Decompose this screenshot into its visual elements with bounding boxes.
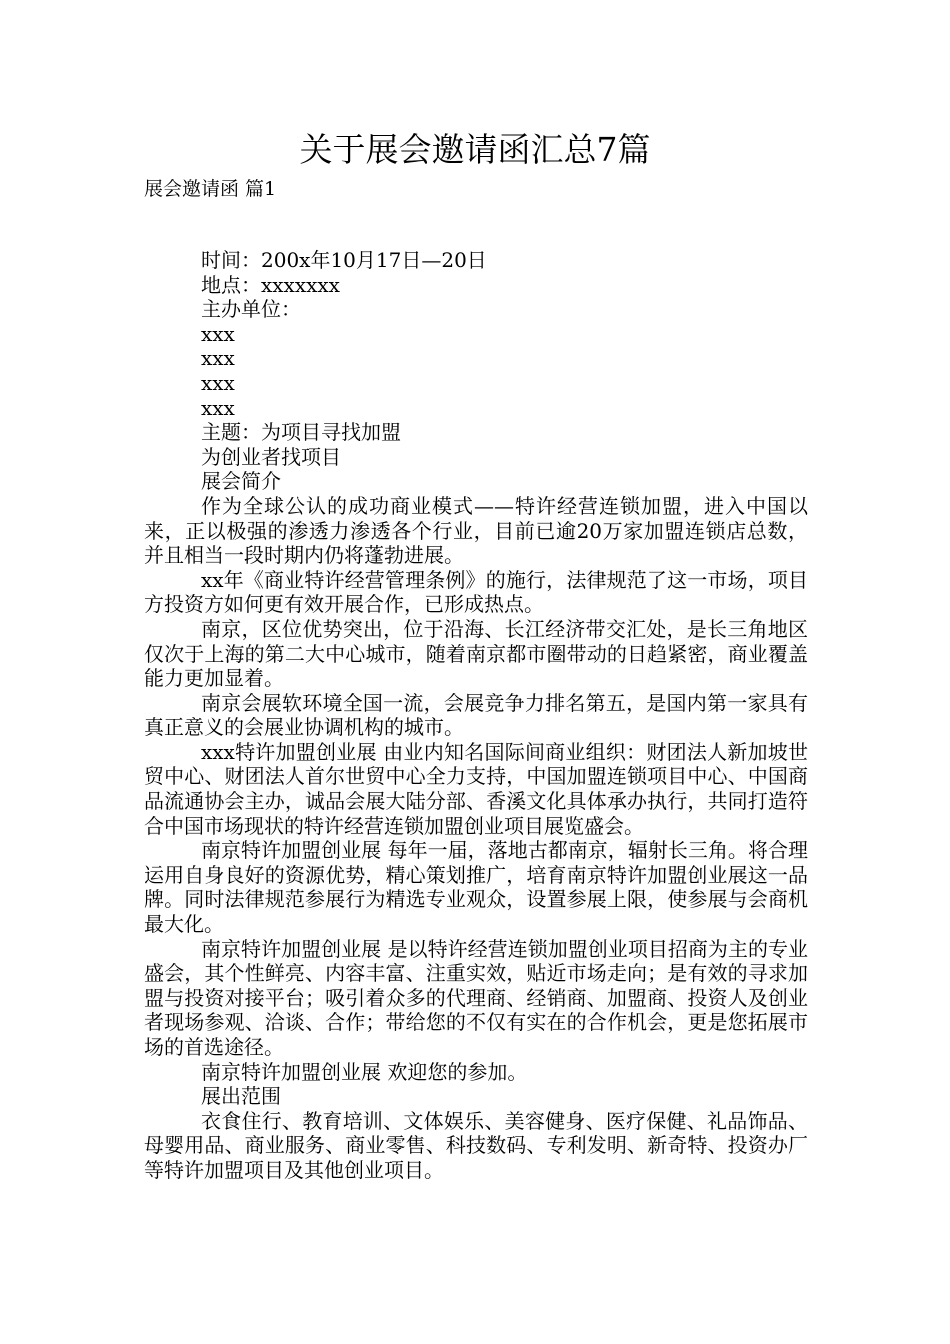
- paragraph: xx年《商业特许经营管理条例》的施行，法律规范了这一市场，项目方投资方如何更有效开展合作，已形成热点。: [144, 567, 808, 617]
- scope-heading: 展出范围: [201, 1084, 281, 1109]
- document-title: 关于展会邀请函汇总7篇: [299, 130, 651, 169]
- organizer-label: 主办单位：: [201, 297, 301, 322]
- intro-heading: 展会简介: [201, 469, 281, 494]
- event-time: 时间：200x年10月17日—20日: [201, 248, 487, 272]
- event-theme: 主题：为项目寻找加盟: [201, 420, 401, 445]
- paragraph: 南京特许加盟创业展 欢迎您的参加。: [201, 1059, 528, 1084]
- paragraph: 作为全球公认的成功商业模式——特许经营连锁加盟，进入中国以来，正以极强的渗透力渗透各个行业，目前已逾20万家加盟连锁店总数，并且相当一段时期内仍将蓬勃进展。: [144, 493, 808, 568]
- paragraph: xxx特许加盟创业展 由业内知名国际间商业组织：财团法人新加坡世贸中心、财团法人首尔世贸中心全力支持，中国加盟连锁项目中心、中国商品流通协会主办，诚品会展大陆分部、香溪文化具体承办执行，共同打造符合中国市场现状的特许经营连锁加盟创业项目展览盛会。: [144, 739, 808, 838]
- organizer-item: xxx: [201, 321, 235, 346]
- paragraph: 南京特许加盟创业展 是以特许经营连锁加盟创业项目招商为主的专业盛会，其个性鲜亮、内容丰富、注重实效，贴近市场走向；是有效的寻求加盟与投资对接平台；吸引着众多的代理商、经销商、加盟商、投资人及创业者现场参观、洽谈、合作；带给您的不仅有实在的合作机会，更是您拓展市场的首选途径。: [144, 936, 808, 1059]
- paragraph: 南京特许加盟创业展 每年一届，落地古都南京，辐射长三角。将合理运用自身良好的资源优势，精心策划推广，培育南京特许加盟创业展这一品牌。同时法律规范参展行为精选专业观众，设置参展上限，使参展与会商机最大化。: [144, 838, 808, 937]
- paragraph: 南京，区位优势突出，位于沿海、长江经济带交汇处，是长三角地区仅次于上海的第二大中心城市，随着南京都市圈带动的日趋紧密，商业覆盖能力更加显着。: [144, 616, 808, 691]
- section-heading: 展会邀请函 篇1: [144, 178, 277, 200]
- event-place: 地点：xxxxxxx: [201, 272, 340, 297]
- organizer-item: xxx: [201, 395, 235, 420]
- scope-paragraph: 衣食住行、教育培训、文体娱乐、美容健身、医疗保健、礼品饰品、母婴用品、商业服务、商业零售、科技数码、专利发明、新奇特、投资办厂等特许加盟项目及其他创业项目。: [144, 1108, 808, 1182]
- document-body: [144, 248, 808, 1183]
- organizer-item: xxx: [201, 346, 235, 371]
- organizer-item: xxx: [201, 370, 235, 395]
- paragraph: 南京会展软环境全国一流，会展竞争力排名第五，是国内第一家具有真正意义的会展业协调机构的城市。: [144, 690, 808, 740]
- event-theme-continued: 为创业者找项目: [201, 444, 341, 469]
